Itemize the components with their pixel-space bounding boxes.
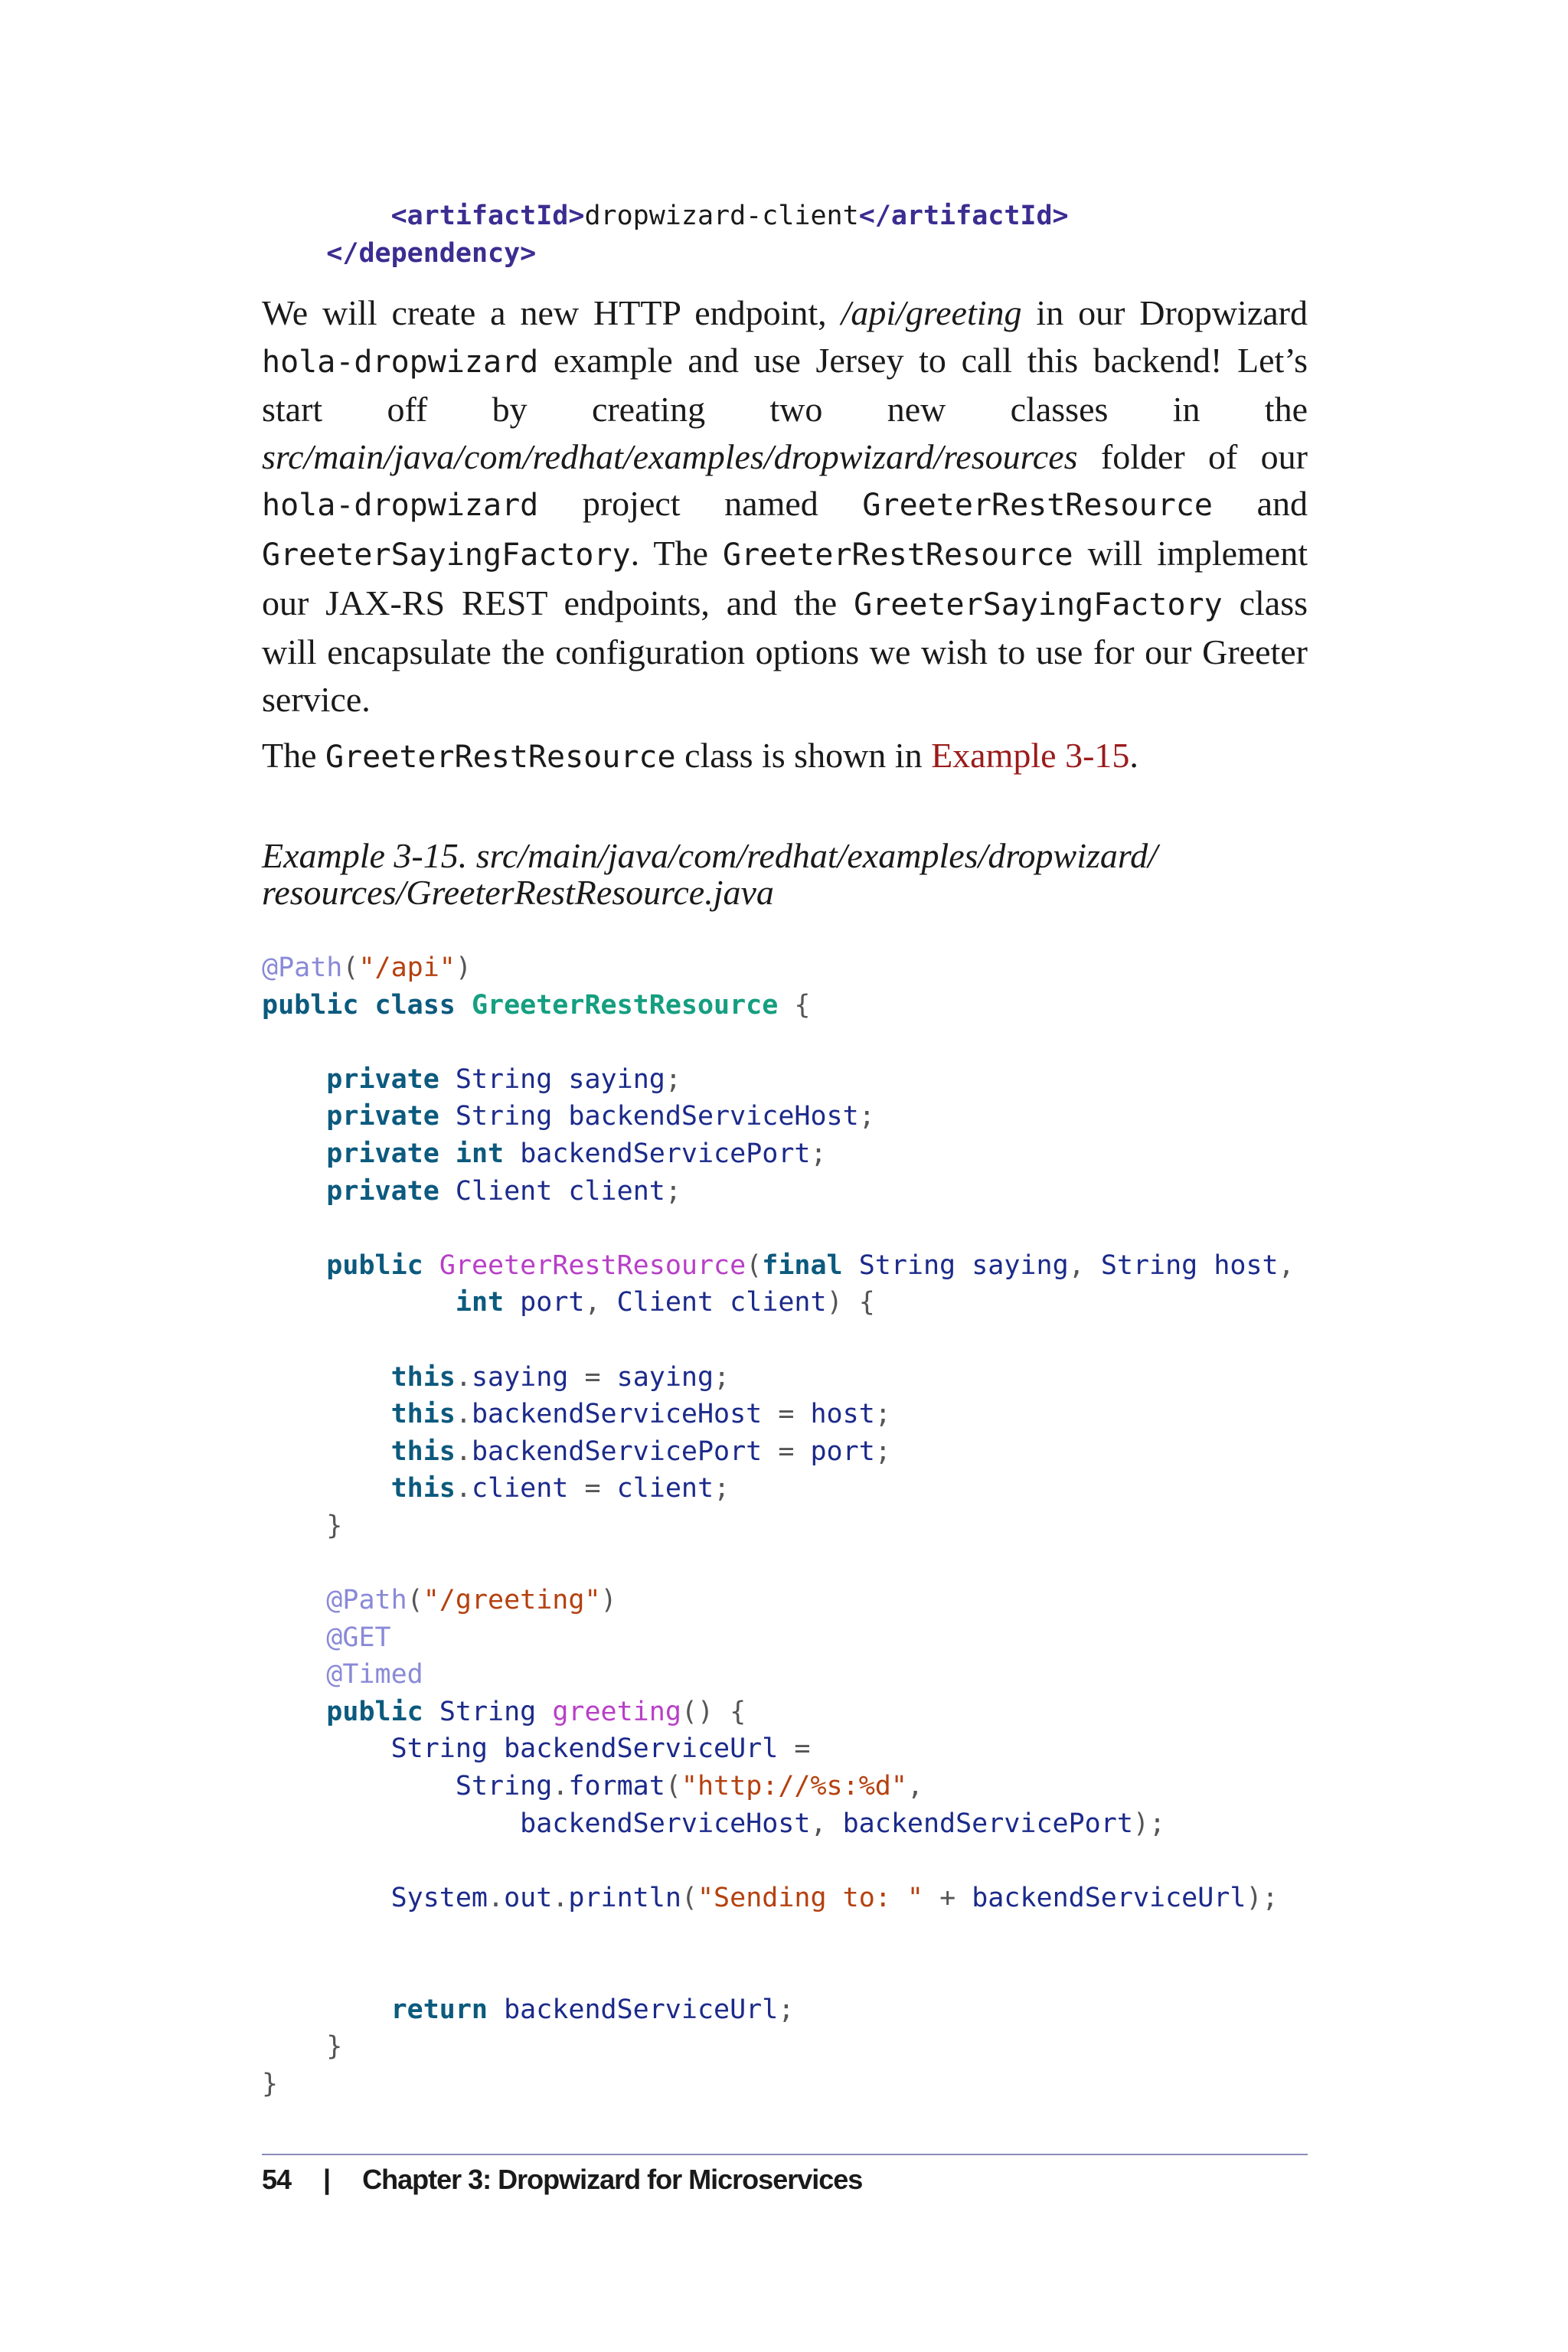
text-run: in our Dropwizard [1021,293,1308,332]
code-line: this.backendServiceHost = host; [390,1399,891,1430]
xml-close-tag: </artifactId> [858,201,1069,231]
annotation: @Timed [326,1659,423,1690]
string-literal: "/api" [358,952,456,983]
text-run: . The [630,533,723,573]
text-run: We will create a new HTTP endpoint, [262,293,841,332]
body-paragraph-2 [262,732,1308,782]
code-line: private Client client; [326,1175,681,1207]
inline-code: GreeterSayingFactory [854,586,1223,622]
inline-code: GreeterSayingFactory [262,537,631,573]
code-line: private int backendServicePort; [326,1138,827,1169]
code-line: System.out.println("Sending to: " + backendServiceUrl); [390,1882,1279,1913]
code-line-blank [262,1916,1295,1954]
annotation: @Path [262,952,343,983]
folder-path: src/main/java/com/redhat/examples/dropwizard/resources [262,436,1078,476]
code-line: this.client = client; [390,1473,730,1504]
annotation: @GET [326,1622,391,1653]
xml-dependency-close-tag: </dependency> [326,237,537,269]
text-run: and [1212,484,1308,524]
text-run: The [262,736,326,775]
inline-code: GreeterRestResource [722,537,1073,573]
string-literal: "http://%s:%d" [681,1771,907,1802]
inline-code: GreeterRestResource [325,740,676,775]
xml-artifact-value: dropwizard-client [584,201,859,231]
method-name: GreeterRestResource [439,1250,746,1281]
code-line-blank [262,1545,1295,1583]
caption-line-2: resources/GreeterRestResource.java [262,873,774,912]
example-caption [262,838,1308,911]
page-number: 54 [262,2164,292,2195]
code-line: String backendServiceUrl = [390,1733,811,1765]
code-line: backendServiceHost, backendServicePort); [520,1808,1166,1839]
code-line-blank [262,1954,1295,1991]
code-line: private String saying; [326,1063,681,1095]
code-line: @Path("/greeting") [326,1585,617,1616]
text-run: folder of our [1077,436,1308,476]
footer-separator: | [323,2164,331,2195]
code-line: int port, Client client) { [455,1287,875,1318]
xml-line-dependency-close [262,235,1069,273]
code-line-blank [262,1321,1295,1359]
inline-code: hola-dropwizard [262,344,539,380]
body-paragraph-1 [262,289,1308,723]
xml-open-tag: <artifactId> [390,201,585,231]
code-line: } [326,2031,343,2063]
string-literal: "/greeting" [423,1585,601,1616]
code-line: return backendServiceUrl; [390,1994,795,2025]
text-run: class will encapsulate the configuration options we wish to use for our Greeter service. [262,583,1308,719]
code-line-blank [262,1210,1295,1247]
code-line: this.saying = saying; [390,1361,730,1393]
text-run: . [1129,736,1138,775]
string-literal: "Sending to: " [697,1882,923,1913]
text-run: example and use Jersey to call this backend! Let’s start off by creating two new classes in the [262,340,1308,430]
code-line [262,1656,1295,1694]
code-line-blank [262,1024,1295,1061]
code-line: this.backendServicePort = port; [390,1436,891,1467]
method-name: greeting [552,1696,681,1727]
text-run: project named [538,484,863,524]
code-line: public GreeterRestResource(final String saying, String host, [326,1250,1295,1281]
java-code-listing [262,949,1295,2102]
xml-line-artifactid [262,198,1069,235]
code-line: @Path("/api") [262,952,472,983]
inline-code: hola-dropwizard [262,488,539,524]
code-line: public class GreeterRestResource { [262,989,811,1021]
code-line-blank [262,1842,1295,1880]
inline-code: GreeterRestResource [862,488,1213,524]
endpoint-path: /api/greeting [841,293,1022,332]
chapter-title: Chapter 3: Dropwizard for Microservices [362,2164,863,2195]
code-line: public String greeting() { [326,1696,746,1727]
code-line: } [262,2068,279,2099]
footer-rule [262,2154,1308,2155]
code-line: String.format("http://%s:%d", [455,1771,923,1802]
caption-line-1: Example 3-15. src/main/java/com/redhat/examples/dropwizard/ [262,836,1158,875]
code-line: } [326,1510,343,1541]
xml-code-snippet [262,198,1069,272]
text-run: will implement our JAX-RS REST endpoints, and the [262,533,1308,622]
annotation: @Path [326,1585,407,1616]
code-line [262,1619,1295,1657]
page-footer [262,2164,862,2196]
class-name: GreeterRestResource [471,989,779,1021]
text-run: class is shown in [675,736,932,775]
example-link[interactable]: Example 3-15 [931,736,1130,775]
code-line: private String backendServiceHost; [326,1101,875,1132]
